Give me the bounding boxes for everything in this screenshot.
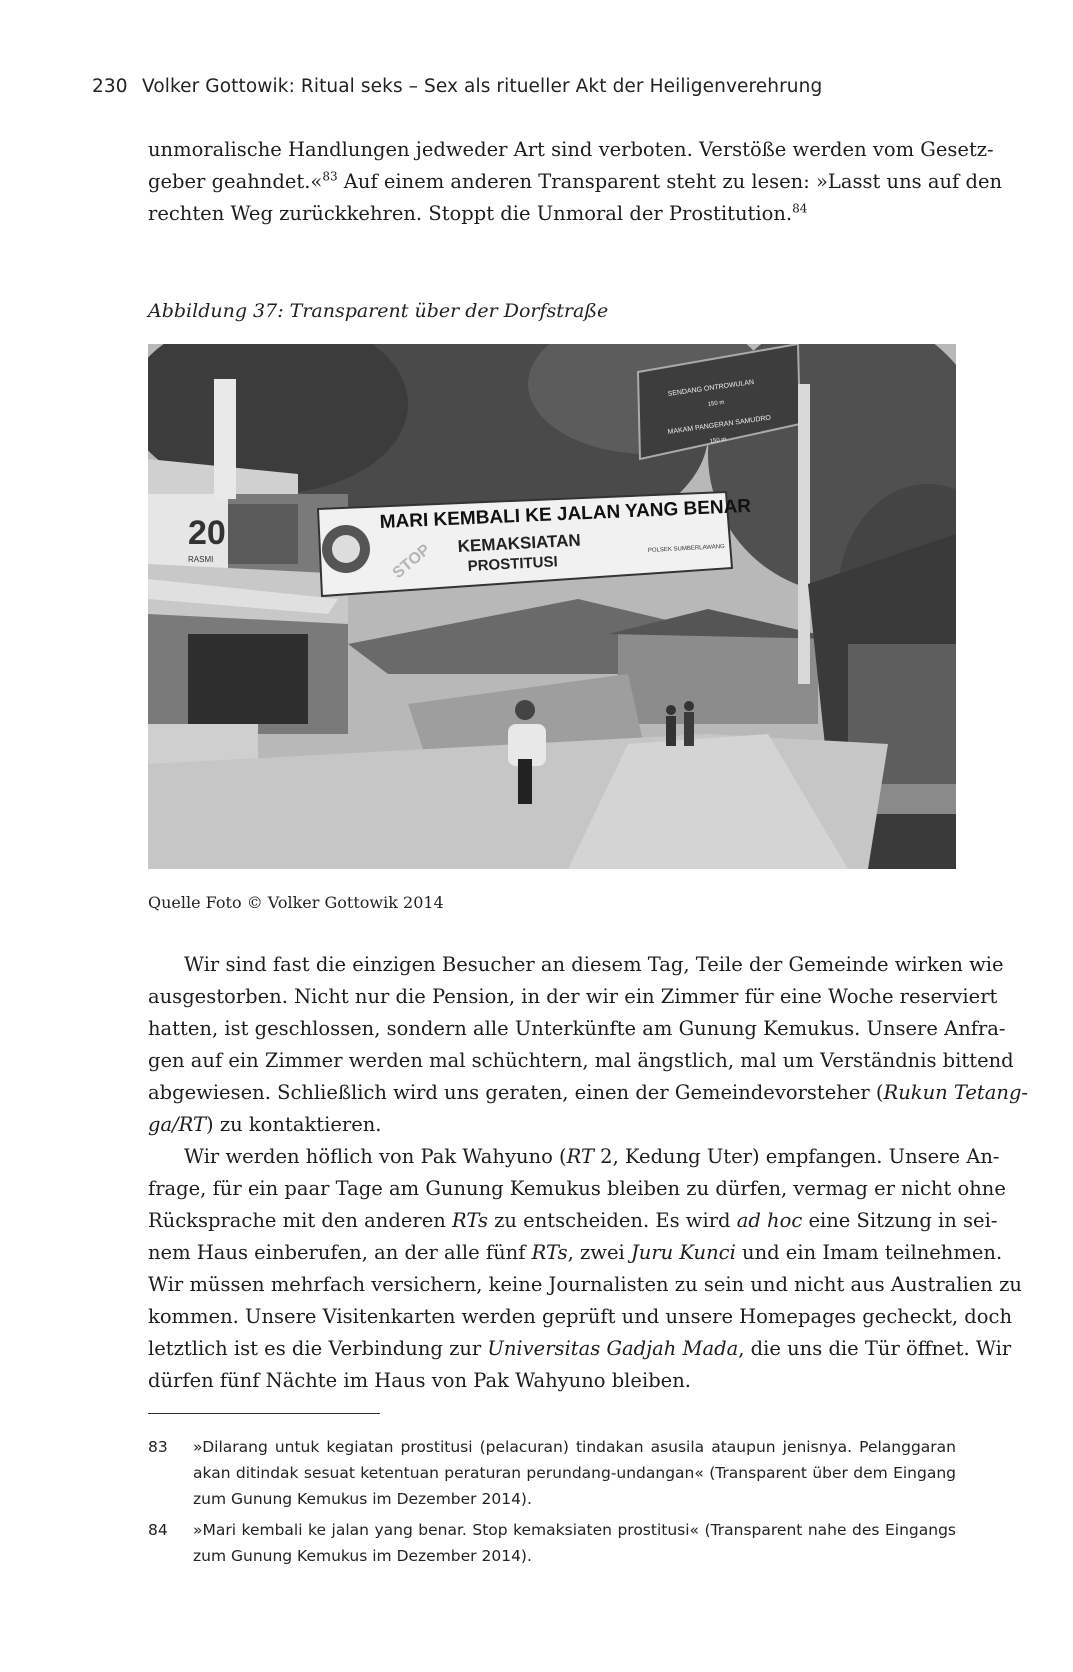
footnote-line: zum Gunung Kemukus im Dezember 2014). (193, 1547, 532, 1565)
shop-sign-number: 20 (188, 514, 226, 552)
text-line: kommen. Unsere Visitenkarten werden geprüft und unsere Homepages gecheckt, doch (148, 1305, 1013, 1328)
banner-stop: STOP (389, 541, 434, 583)
running-head (92, 76, 992, 106)
text-line: ausgestorben. Nicht nur die Pension, in der wir ein Zimmer für eine Woche reserviert (148, 985, 998, 1008)
intro-line: unmoralische Handlungen jedweder Art sind verboten. Verstöße werden vom Gesetz- (148, 138, 994, 161)
text-line: ga/RT) zu kontaktieren. (148, 1113, 382, 1136)
sign-line-1: SENDANG ONTROWULAN (667, 378, 755, 398)
sign-dist-2: 150 m (709, 436, 727, 445)
shop-sign-small: RASMI (188, 555, 214, 564)
text-line: frage, für ein paar Tage am Gunung Kemukus bleiben zu dürfen, vermag er nicht ohne (148, 1177, 1006, 1200)
footnote-divider (148, 1413, 380, 1414)
intro-line: geber geahndet.«$^{83}$ Auf einem anderen Transparent steht zu lesen: »Lasst uns auf den (148, 169, 1003, 193)
banner-line-2: KEMAKSIATAN (457, 530, 582, 556)
intro-line: rechten Weg zurückkehren. Stoppt die Unmoral der Prostitution.$^{84}$ (148, 201, 808, 225)
text-line: gen auf ein Zimmer werden mal schüchtern, mal ängstlich, mal um Verständnis bittend (148, 1049, 1014, 1072)
banner-line-3: PROSTITUSI (467, 553, 559, 575)
banner-small-text: POLSEK SUMBERLAWANG (647, 543, 725, 554)
sign-dist-1: 150 m (707, 399, 725, 408)
footnote-number: 84 (148, 1521, 168, 1539)
banner-title: MARI KEMBALI KE JALAN YANG BENAR (379, 495, 752, 533)
photo-source: Quelle Foto © Volker Gottowik 2014 (148, 893, 444, 912)
text-line: letztlich ist es die Verbindung zur Universitas Gadjah Mada, die uns die Tür öffnet. Wir (148, 1337, 1012, 1360)
figure-photo (148, 344, 956, 869)
text-line: Rücksprache mit den anderen RTs zu entscheiden. Es wird ad hoc eine Sitzung in sei- (148, 1209, 998, 1232)
footnote-line: »Mari kembali ke jalan yang benar. Stop kemaksiaten prostitusi« (Transparent nahe des Eingangs (193, 1521, 956, 1539)
text-line: hatten, ist geschlossen, sondern alle Unterkünfte am Gunung Kemukus. Unsere Anfra- (148, 1017, 1006, 1040)
text-line: Wir müssen mehrfach versichern, keine Journalisten zu sein und nicht aus Australien zu (148, 1273, 1022, 1296)
text-line: abgewiesen. Schließlich wird uns geraten, einen der Gemeindevorsteher (Rukun Tetang- (148, 1081, 1029, 1104)
street-photo-illustration (148, 344, 956, 869)
page-number: 230 (92, 76, 128, 97)
text-line: nem Haus einberufen, an der alle fünf RTs, zwei Juru Kunci und ein Imam teilnehmen. (148, 1241, 1003, 1264)
text-line: Wir sind fast die einzigen Besucher an diesem Tag, Teile der Gemeinde wirken wie (184, 953, 1004, 976)
running-title: Volker Gottowik: Ritual seks – Sex als ritueller Akt der Heiligenverehrung (142, 76, 823, 97)
sign-line-2: MAKAM PANGERAN SAMUDRO (667, 414, 772, 436)
footnote-line: »Dilarang untuk kegiatan prostitusi (pelacuran) tindakan asusila ataupun jenisnya. Pelanggaran (193, 1438, 956, 1456)
footnote-ref-83[interactable]: 83 (322, 169, 338, 184)
figure-caption: Abbildung 37: Transparent über der Dorfstraße (148, 300, 609, 322)
footnote-line: akan ditindak sesuat ketentuan peraturan perundang-undangan« (Transparent über dem Eingang (193, 1464, 956, 1482)
text-line: dürfen fünf Nächte im Haus von Pak Wahyuno bleiben. (148, 1369, 691, 1392)
footnote-ref-84[interactable]: 84 (792, 201, 808, 216)
text-line: Wir werden höflich von Pak Wahyuno (RT 2, Kedung Uter) empfangen. Unsere An- (184, 1145, 1000, 1168)
footnote-line: zum Gunung Kemukus im Dezember 2014). (193, 1490, 532, 1508)
footnote-number: 83 (148, 1438, 168, 1456)
